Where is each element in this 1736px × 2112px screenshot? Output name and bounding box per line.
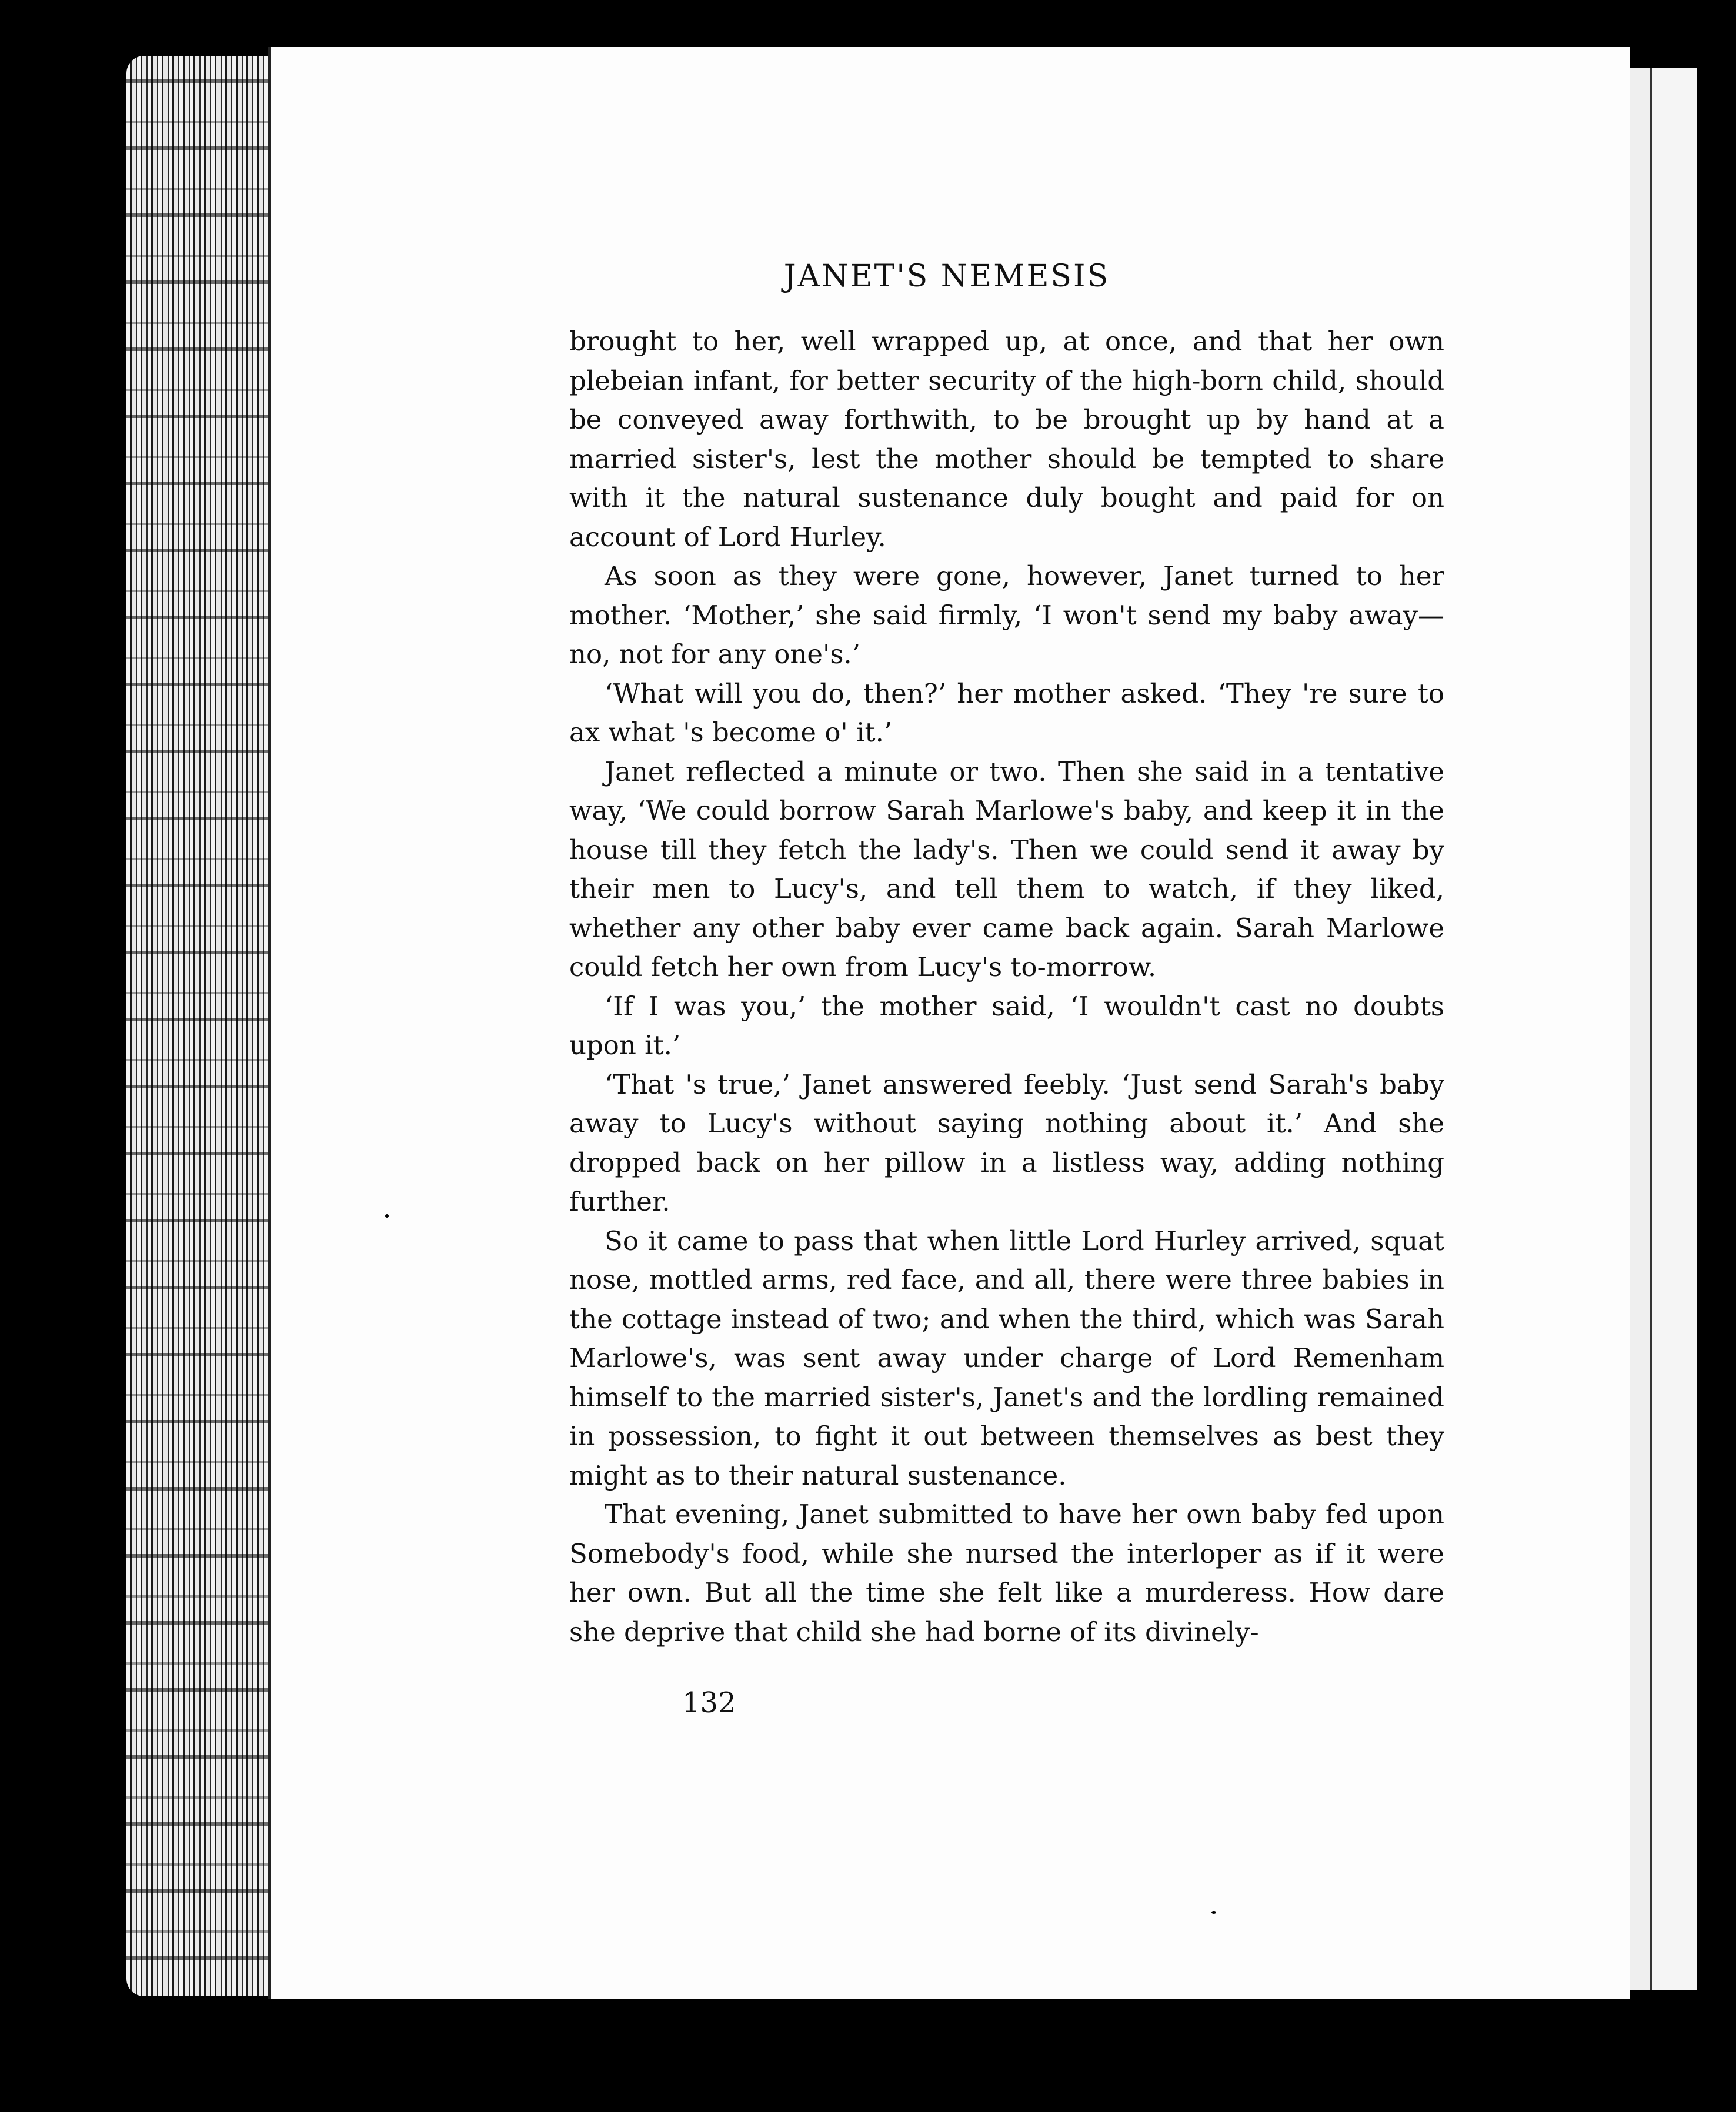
paragraph: That evening, Janet submitted to have her own baby fed upon Somebody's food, while she nursed the interloper as if it were her own. But all the time she felt like a murderess. How dare she deprive that child she had borne of its divinely- xyxy=(569,1499,1444,1648)
scan-speck xyxy=(385,1214,389,1218)
running-head: JANET'S NEMESIS xyxy=(783,259,1110,294)
scan-speck xyxy=(1697,2076,1701,2081)
paragraph: So it came to pass that when little Lord Hurley arrived, squat nose, mottled arms, red face, and all, there were three babies in the cottage instead of two; and when the third, which was Sarah Marlowe's, was sent away under charge of Lord Remenham himself to the married sister's, Janet's and the lordling remained in possession, to fight it out between themselves as best they might as to their natural sustenance. xyxy=(569,1225,1444,1491)
paragraph: ‘If I was you,’ the mother said, ‘I wouldn't cast no doubts upon it.’ xyxy=(569,990,1444,1061)
paragraph: ‘That 's true,’ Janet answered feebly. ‘Just send Sarah's baby away to Lucy's without saying nothing about it.’ And she dropped back on her pillow in a listless way, adding nothing further. xyxy=(569,1068,1444,1217)
book-page-edges-shading xyxy=(126,56,279,1996)
scan-speck xyxy=(1211,1911,1216,1914)
adjacent-page-edge xyxy=(1626,68,1697,1990)
paragraph: ‘What will you do, then?’ her mother asked. ‘They 're sure to ax what 's become o' it.’ xyxy=(569,677,1444,748)
paragraph: Janet reflected a minute or two. Then she said in a tentative way, ‘We could borrow Sarah Marlowe's baby, and keep it in the house till they fetch the lady's. Then we could send it away by their men to Lucy's, and tell them to watch, if they liked, whether any other baby ever came back again. Sarah Marlowe could fetch her own from Lucy's to-morrow. xyxy=(569,756,1444,983)
body-text xyxy=(569,322,1444,1652)
page-number: 132 xyxy=(682,1686,736,1719)
paragraph: As soon as they were gone, however, Janet turned to her mother. ‘Mother,’ she said firmly, ‘I won't send my baby away—no, not for any one's.’ xyxy=(569,560,1444,670)
paragraph: brought to her, well wrapped up, at once, and that her own plebeian infant, for better security of the high-born child, should be conveyed away forthwith, to be brought up by hand at a married sister's, lest the mother should be tempted to share with it the natural sustenance duly bought and paid for on account of Lord Hurley. xyxy=(569,326,1444,553)
